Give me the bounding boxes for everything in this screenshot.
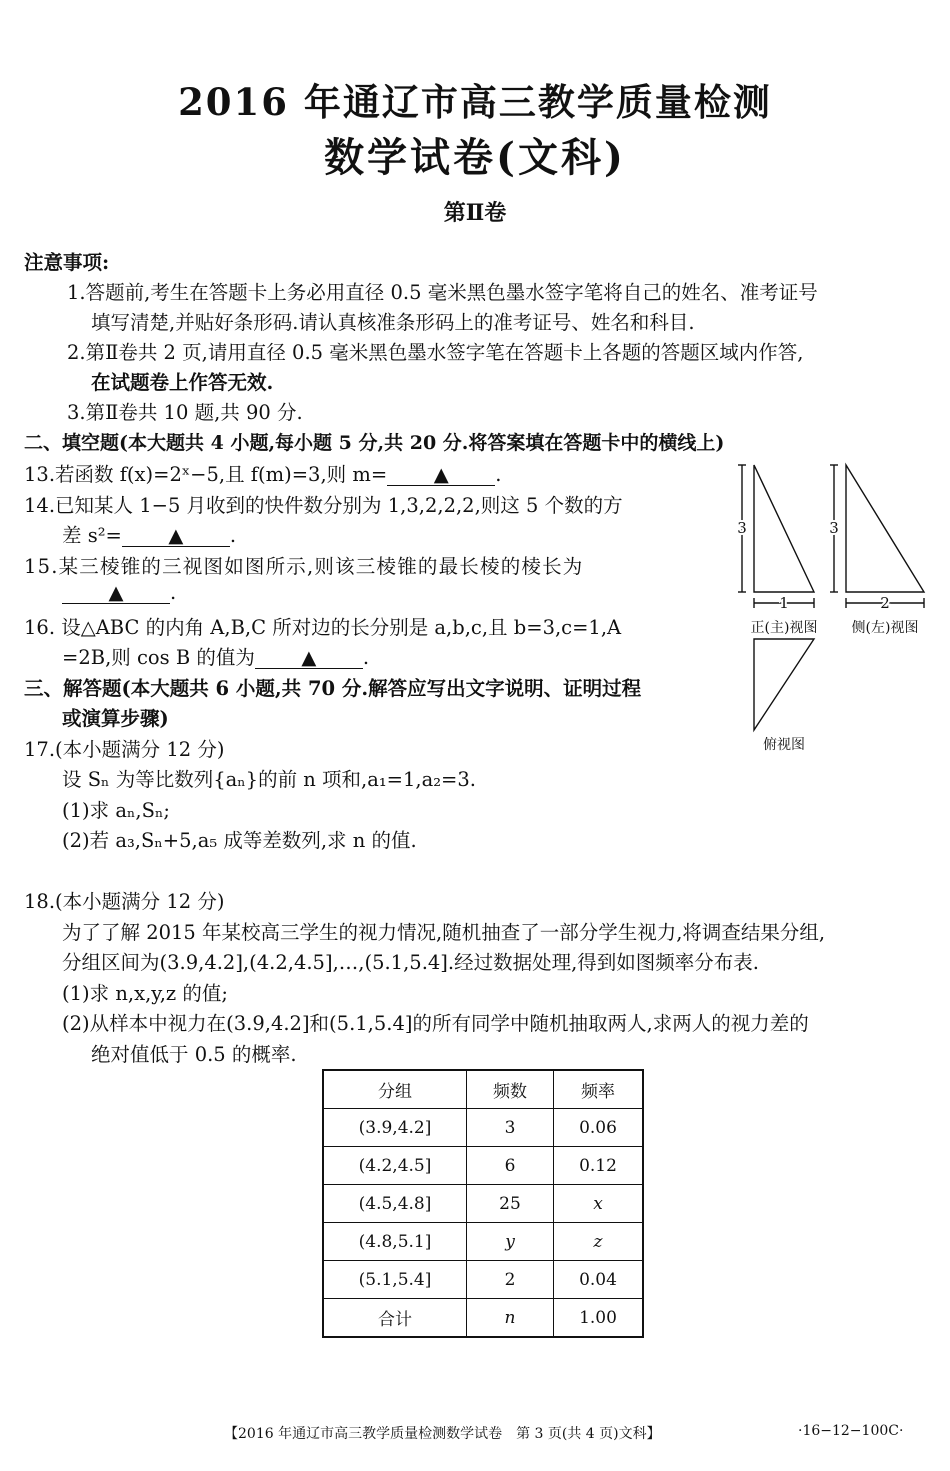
frequency-table <box>322 1069 644 1338</box>
front-view-caption: 正(主)视图 <box>750 620 818 636</box>
side-width-label: 2 <box>880 594 890 612</box>
front-width-label: 1 <box>779 594 789 612</box>
question-17-title: 17.(本小题满分 12 分) <box>24 738 225 761</box>
question-14-cont <box>62 520 236 548</box>
table-row <box>323 1185 643 1223</box>
side-height-label: 3 <box>829 519 839 537</box>
table-cell: 0.12 <box>554 1147 644 1185</box>
table-cell: 合计 <box>323 1299 467 1338</box>
side-view-caption: 侧(左)视图 <box>851 620 919 636</box>
question-15-cont <box>62 581 176 604</box>
table-cell: (4.2,4.5] <box>323 1147 467 1185</box>
question-18-stem: 为了了解 2015 年某校高三学生的视力情况,随机抽查了一部分学生视力,将调查结果分组, <box>62 921 826 944</box>
table-row <box>323 1147 643 1185</box>
table-row <box>323 1223 643 1261</box>
answer-blank-15: ▲ <box>62 583 170 604</box>
table-cell: 6 <box>467 1147 554 1185</box>
question-17-stem: 设 Sₙ 为等比数列{aₙ}的前 n 项和,a₁=1,a₂=3. <box>62 768 476 791</box>
table-row <box>323 1261 643 1299</box>
table-header-row <box>323 1070 643 1109</box>
notice-heading: 注意事项: <box>24 251 110 274</box>
table-cell: (4.5,4.8] <box>323 1185 467 1223</box>
exam-subtitle: 数学试卷(文科) <box>324 134 626 181</box>
question-14-text: 14.已知某人 1−5 月收到的快件数分别为 1,3,2,2,2,则这 5 个数的方 <box>24 494 623 517</box>
table-cell: y <box>467 1223 554 1261</box>
front-view-triangle <box>754 465 814 592</box>
table-cell: 0.06 <box>554 1109 644 1147</box>
table-cell: z <box>554 1223 644 1261</box>
question-16-text-2: =2B,则 cos B 的值为 <box>62 646 255 669</box>
question-18-part-2: (2)从样本中视力在(3.9,4.2]和(5.1,5.4]的所有同学中随机抽取两人,求两人的视力差的 <box>62 1012 809 1035</box>
notice-item-1: 1.答题前,考生在答题卡上务必用直径 0.5 毫米黑色墨水签字笔将自己的姓名、准考证号 <box>67 281 818 304</box>
side-view-triangle <box>846 465 924 592</box>
header-frequency: 频率 <box>554 1070 644 1109</box>
question-18-part-1: (1)求 n,x,y,z 的值; <box>62 982 228 1005</box>
top-view-caption: 俯视图 <box>763 737 805 753</box>
question-17-part-1: (1)求 aₙ,Sₙ; <box>62 799 170 822</box>
question-16-text: 16. 设△ABC 的内角 A,B,C 所对边的长分别是 a,b,c,且 b=3,c=1,A <box>24 616 622 639</box>
question-18-part-2-cont: 绝对值低于 0.5 的概率. <box>91 1043 297 1066</box>
period: . <box>229 524 237 547</box>
table-cell: (3.9,4.2] <box>323 1109 467 1147</box>
table-cell: 3 <box>467 1109 554 1147</box>
section-2-heading: 二、填空题(本大题共 4 小题,每小题 5 分,共 20 分.将答案填在答题卡中的横线上) <box>24 432 725 454</box>
table-total-row <box>323 1299 643 1338</box>
top-view-triangle <box>754 639 814 730</box>
table-cell: (4.8,5.1] <box>323 1223 467 1261</box>
header-count: 频数 <box>467 1070 554 1109</box>
table-cell: n <box>467 1299 554 1338</box>
period: . <box>170 581 177 604</box>
table-cell: (5.1,5.4] <box>323 1261 467 1299</box>
exam-title: 2016 年通辽市高三教学质量检测 <box>178 80 772 124</box>
answer-blank-13: ▲ <box>387 465 495 486</box>
question-18-title: 18.(本小题满分 12 分) <box>24 890 225 913</box>
table-cell: 0.04 <box>554 1261 644 1299</box>
notice-item-2: 2.第Ⅱ卷共 2 页,请用直径 0.5 毫米黑色墨水签字笔在答题卡上各题的答题区域内作答, <box>67 341 804 364</box>
table-cell: x <box>554 1185 644 1223</box>
question-15-text: 15.某三棱锥的三视图如图所示,则该三棱锥的最长棱的棱长为 <box>24 555 584 578</box>
question-14-text-2: 差 s²= <box>62 524 122 547</box>
table-cell: 25 <box>467 1185 554 1223</box>
three-view-figure <box>732 455 932 765</box>
notice-item-3: 3.第Ⅱ卷共 10 题,共 90 分. <box>67 401 303 424</box>
table-cell: 1.00 <box>554 1299 644 1338</box>
question-16-cont <box>62 642 369 670</box>
front-height-label: 3 <box>737 519 747 537</box>
question-18-stem-2: 分组区间为(3.9,4.2],(4.2,4.5],…,(5.1,5.4].经过数据处理,得到如图频率分布表. <box>62 951 760 974</box>
answer-blank-14: ▲ <box>122 526 230 547</box>
table-cell: 2 <box>467 1261 554 1299</box>
answer-blank-16: ▲ <box>255 648 363 669</box>
volume-label: 第Ⅱ卷 <box>443 200 507 226</box>
table-row <box>323 1109 643 1147</box>
question-17-part-2: (2)若 a₃,Sₙ+5,a₅ 成等差数列,求 n 的值. <box>62 829 417 852</box>
notice-item-1-cont: 填写清楚,并贴好条形码.请认真核准条形码上的准考证号、姓名和科目. <box>91 311 695 334</box>
notice-item-2-cont: 在试题卷上作答无效. <box>91 371 274 394</box>
period: . <box>362 646 370 669</box>
page-footer: 【2016 年通辽市高三教学质量检测数学试卷 第 3 页(共 4 页)文科】 <box>224 1426 661 1442</box>
section-3-heading-cont: 或演算步骤) <box>62 707 169 730</box>
question-13 <box>24 459 501 487</box>
question-13-text: 13.若函数 f(x)=2ˣ−5,且 f(m)=3,则 m= <box>24 463 388 486</box>
paper-code: ·16−12−100C· <box>798 1423 904 1439</box>
header-group: 分组 <box>323 1070 467 1109</box>
period: . <box>495 463 502 486</box>
section-3-heading: 三、解答题(本大题共 6 小题,共 70 分.解答应写出文字说明、证明过程 <box>24 677 642 700</box>
